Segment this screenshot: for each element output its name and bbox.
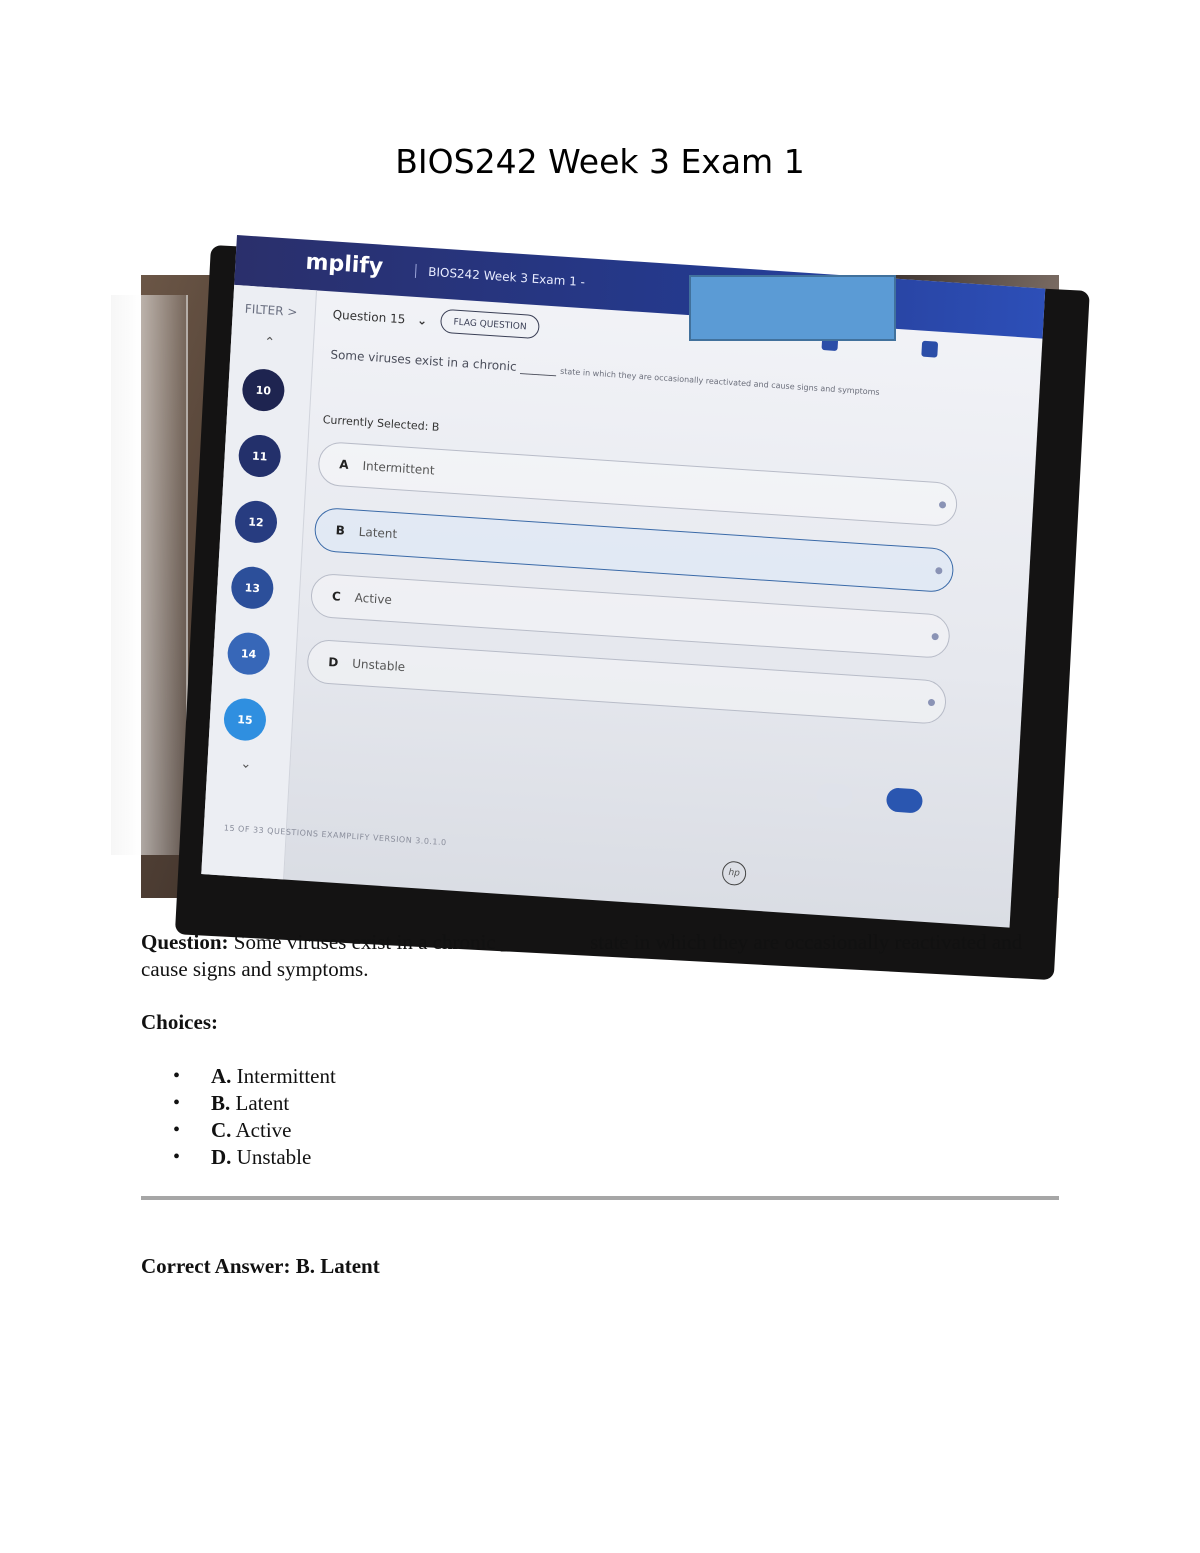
- list-item: [141, 1144, 336, 1171]
- question-number-14[interactable]: 14: [227, 631, 271, 676]
- hp-logo: hp: [721, 861, 746, 887]
- currently-selected: Currently Selected: B: [322, 413, 440, 434]
- choice-text: Latent: [235, 1091, 290, 1115]
- laptop-screen: [201, 235, 1045, 928]
- choices-list: [141, 1063, 336, 1171]
- question-text-tail: state in which they are occasionally reactivated and cause signs and symptoms: [559, 366, 880, 397]
- radio-dot-icon: [928, 699, 935, 706]
- flag-question-button[interactable]: FLAG QUESTION: [440, 309, 540, 340]
- choice-letter: C.: [211, 1118, 232, 1142]
- question-text-start: Some viruses exist in a chronic ______: [330, 347, 557, 377]
- document-title: BIOS242 Week 3 Exam 1: [395, 142, 805, 181]
- choice-letter: B.: [211, 1091, 231, 1115]
- option-letter: B: [335, 523, 346, 538]
- redaction-box: [689, 275, 896, 341]
- next-button[interactable]: [886, 787, 923, 813]
- list-item: [141, 1117, 336, 1144]
- question-header: Question 15: [332, 307, 406, 327]
- option-text: Intermittent: [362, 458, 435, 478]
- filter-button[interactable]: FILTER >: [244, 301, 298, 320]
- option-letter: C: [331, 589, 342, 604]
- exam-breadcrumb: BIOS242 Week 3 Exam 1 -: [415, 264, 585, 289]
- exam-action-button[interactable]: [921, 341, 938, 358]
- option-text: Unstable: [351, 656, 406, 675]
- question-body: Some viruses exist in a chronic ________ state in which they are occasionally reactivated and cause signs and symptoms.: [141, 930, 1023, 981]
- chevron-up-icon[interactable]: ⌃: [263, 335, 276, 351]
- chevron-down-icon: ⌄: [416, 313, 428, 328]
- exam-screenshot-photo: [141, 249, 1059, 898]
- question-number-11[interactable]: 11: [238, 434, 282, 479]
- question-text: [330, 347, 880, 397]
- option-letter: D: [327, 654, 339, 670]
- radio-dot-icon: [931, 633, 938, 640]
- choice-text: Intermittent: [236, 1064, 336, 1088]
- radio-dot-icon: [939, 501, 946, 508]
- question-label: Question:: [141, 930, 229, 954]
- radio-dot-icon: [935, 567, 942, 574]
- divider: [141, 1196, 1059, 1200]
- option-text: Active: [354, 590, 393, 608]
- question-number-13[interactable]: 13: [230, 565, 274, 610]
- chevron-down-icon[interactable]: ⌄: [240, 756, 252, 773]
- choice-letter: D.: [211, 1145, 232, 1169]
- question-selector[interactable]: [332, 308, 427, 328]
- question-number-15[interactable]: 15: [223, 697, 267, 742]
- list-item: [141, 1090, 336, 1117]
- drinking-glass: [111, 295, 188, 855]
- brand-logo: mplify: [304, 249, 384, 280]
- list-item: [141, 1063, 336, 1090]
- choice-text: Active: [235, 1118, 292, 1142]
- choices-heading: Choices:: [141, 1010, 218, 1034]
- question-paragraph: [141, 929, 1059, 983]
- answer-label: Correct Answer:: [141, 1254, 291, 1278]
- choice-letter: A.: [211, 1064, 232, 1088]
- option-text: Latent: [358, 524, 398, 542]
- choice-text: Unstable: [236, 1145, 312, 1169]
- answer-value: B. Latent: [295, 1254, 380, 1278]
- question-number-12[interactable]: 12: [234, 500, 278, 545]
- question-number-10[interactable]: 10: [241, 368, 285, 413]
- previous-button[interactable]: [816, 783, 853, 809]
- question-count-footer: 15 OF 33 QUESTIONS EXAMPLIFY VERSION 3.0.1.0: [223, 823, 447, 848]
- correct-answer: [141, 1253, 1059, 1280]
- option-letter: A: [338, 457, 350, 472]
